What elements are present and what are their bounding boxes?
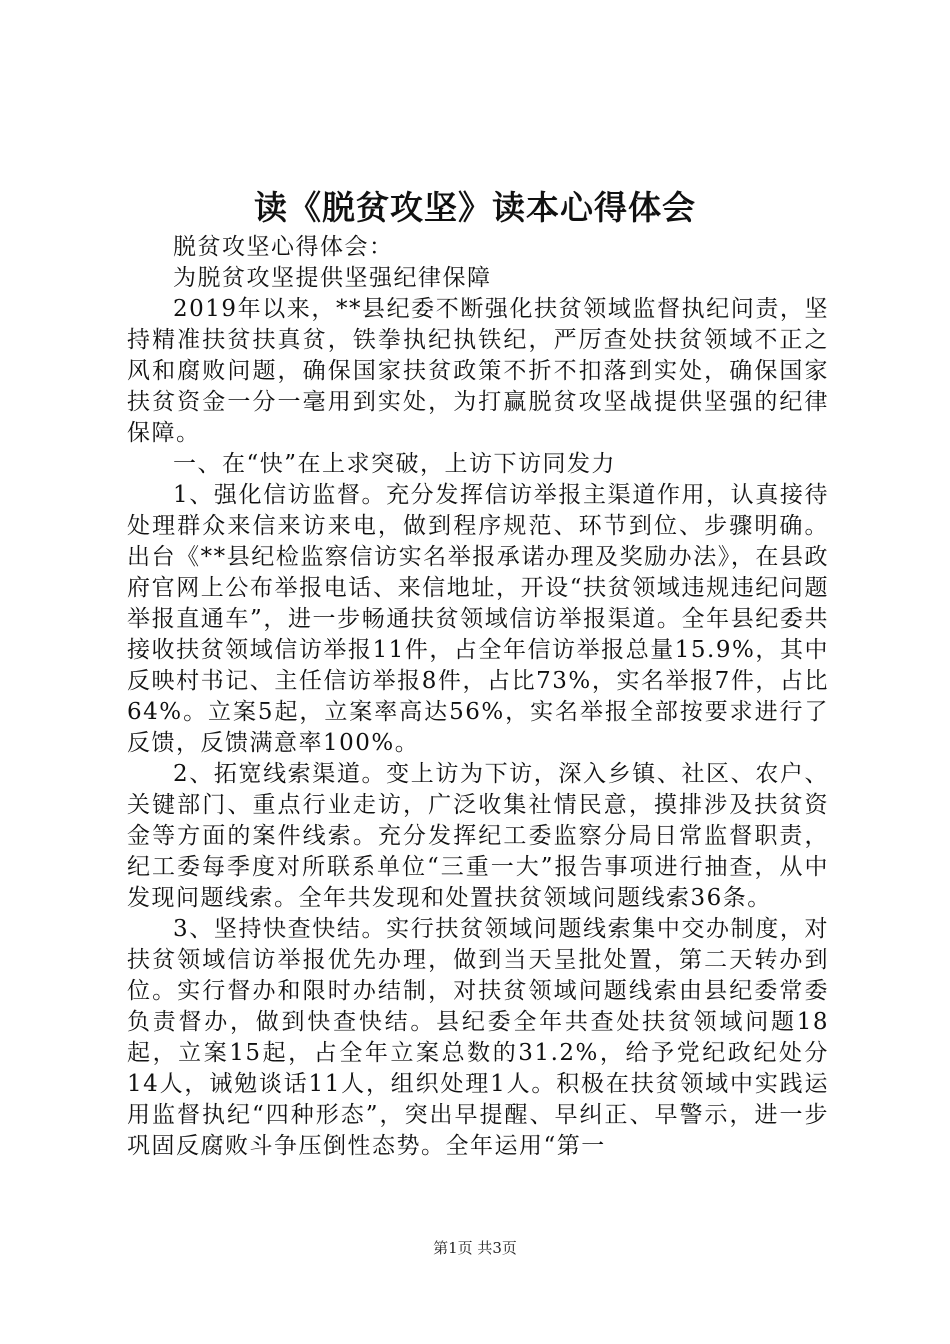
document-title: 读《脱贫攻坚》读本心得体会 <box>254 188 696 227</box>
document-body <box>127 232 829 1162</box>
paragraph-heading: 为脱贫攻坚提供坚强纪律保障 <box>173 265 492 291</box>
paragraph-item-3: 3、坚持快查快结。实行扶贫领域问题线索集中交办制度，对扶贫领域信访举报优先办理，做到当天呈批处置，第二天转办到位。实行督办和限时办结制，对扶贫领域问题线索由县纪委常委负责督办，做到快查快结。县纪委全年共查处扶贫领域问题18起，立案15起，占全年立案总数的31.2%，给予党纪政纪处分14人，诫勉谈话11人，组织处理1人。积极在扶贫领域中实践运用监督执纪“四种形态”，突出早提醒、早纠正、早警示，进一步巩固反腐败斗争压倒性态势。全年运用“第一 <box>127 916 829 1159</box>
paragraph-item-1: 1、强化信访监督。充分发挥信访举报主渠道作用，认真接待处理群众来信来访来电，做到程序规范、环节到位、步骤明确。出台《**县纪检监察信访实名举报承诺办理及奖励办法》，在县政府官网上公布举报电话、来信地址，开设“扶贫领域违规违纪问题举报直通车”，进一步畅通扶贫领域信访举报渠道。全年县纪委共接收扶贫领域信访举报11件，占全年信访举报总量15.9%，其中反映村书记、主任信访举报8件，占比73%，实名举报7件，占比64%。立案5起，立案率高达56%，实名举报全部按要求进行了反馈，反馈满意率100%。 <box>127 482 829 756</box>
section-heading: 一、在“快”在上求突破，上访下访同发力 <box>173 451 617 477</box>
page-number: 第1页 共3页 <box>433 1239 517 1257</box>
paragraph-subtitle: 脱贫攻坚心得体会： <box>173 234 394 260</box>
paragraph-intro: 2019年以来，**县纪委不断强化扶贫领域监督执纪问责，坚持精准扶贫扶真贫，铁拳执纪执铁纪，严厉查处扶贫领域不正之风和腐败问题，确保国家扶贫政策不折不扣落到实处，确保国家扶贫资金一分一毫用到实处，为打赢脱贫攻坚战提供坚强的纪律保障。 <box>127 296 829 446</box>
paragraph-item-2: 2、拓宽线索渠道。变上访为下访，深入乡镇、社区、农户、关键部门、重点行业走访，广泛收集社情民意，摸排涉及扶贫资金等方面的案件线索。充分发挥纪工委监察分局日常监督职责，纪工委每季度对所联系单位“三重一大”报告事项进行抽查，从中发现问题线索。全年共发现和处置扶贫领域问题线索36条。 <box>127 761 829 911</box>
